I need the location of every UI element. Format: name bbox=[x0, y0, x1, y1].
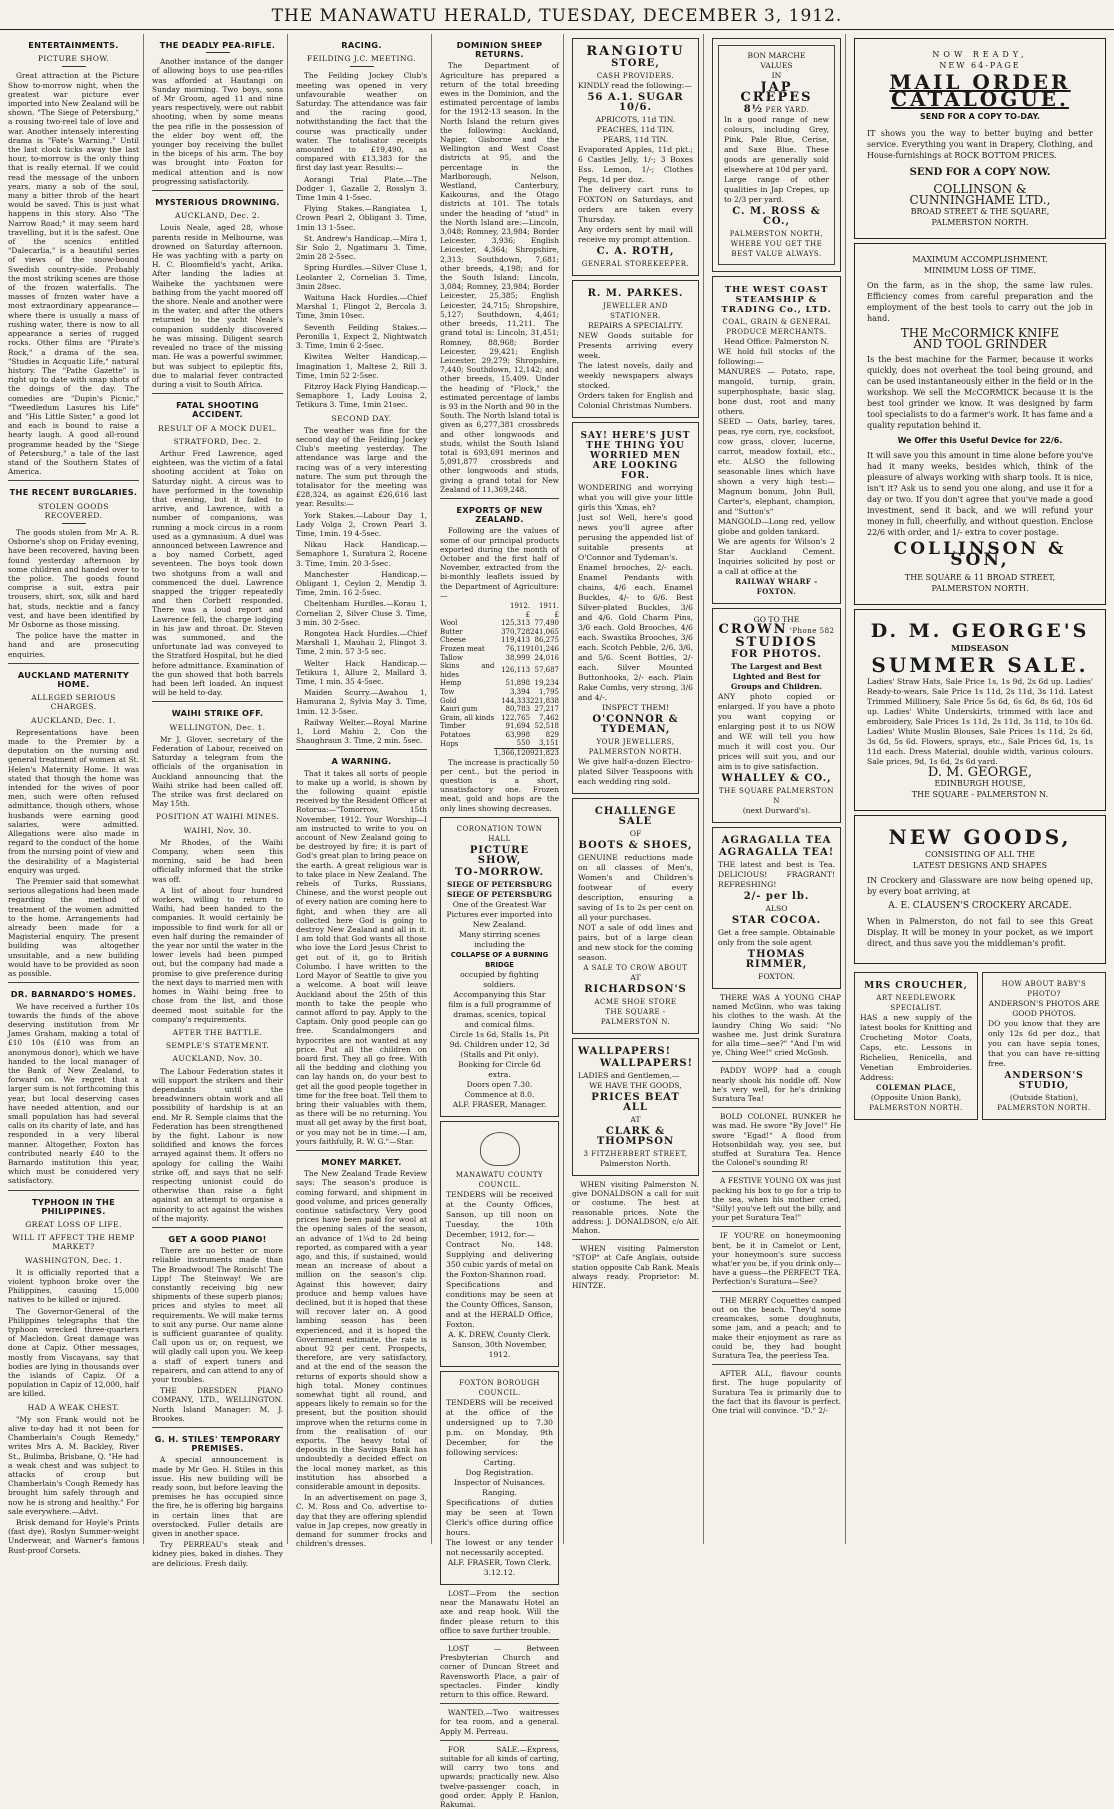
bon-marche-ad: BON MARCHE VALUES IN JAP CREPES 8½ PER YARD. In a good range of new colours, including Grey, Pink, Pale Blue, Cerise, and Saxe Blue. These goods are generally sold elsewhere at 10d per yard. Large range of other qualities in Jap Crepes, up to 2/3 per yard. C. M. ROSS & CO., PALMERSTON NORTH, WHERE YOU GET THE BEST VALUE ALWAYS. bbox=[712, 38, 841, 272]
table-cell: 57,687 bbox=[534, 666, 559, 675]
suratura-ad: A FESTIVE YOUNG OX was just packing his box to go for a trip to the sea, when his mother cried, "Silly! you've left out the billy, and your pet Suratura Tea!" bbox=[712, 1176, 841, 1223]
column-7 bbox=[850, 34, 1110, 1544]
table-cell: Hemp bbox=[440, 679, 462, 688]
subheading: SEMPLE'S STATEMENT. bbox=[165, 1041, 270, 1051]
table-cell: Cheese bbox=[440, 636, 466, 645]
table-cell: 51,898 bbox=[505, 679, 531, 688]
table-cell: 119,413 bbox=[501, 636, 531, 645]
heading-money-market: MONEY MARKET. bbox=[321, 1156, 402, 1167]
heading-racing: RACING. bbox=[341, 40, 382, 50]
subheading: GREAT LOSS OF LIFE. bbox=[25, 1219, 122, 1229]
table-cell: 19,234 bbox=[534, 679, 559, 688]
exports-table bbox=[440, 602, 559, 758]
race-result: Nikau Hack Handicap.—Semaphore 1, Suratura 2, Rocene 3. Time, 1min. 20 3-5sec. bbox=[296, 540, 427, 568]
table-row bbox=[440, 739, 559, 748]
article-text: Another instance of the danger of allowing boys to use pea-rifles was afforded at Hautangi on Sunday morning. Two boys, sons of Mr Groom, aged 11 and nine years respectively, were out rabbit shooting, when by some means the pea rifle in the possession of the elder boy went off, the younger boy receiving the bullet in the biceps of his arm. The boy was brought into Foxton for medical attention and is now progressing satisfactorily. bbox=[152, 57, 283, 186]
bottom-ads-row bbox=[854, 968, 1106, 1124]
article-text: Louis Neale, aged 28, whose parents reside in Melbourne, was drowned on Saturday afternoon. He was yachting with a party on H. C. Bloomfield's yacht, Arika. After landing the ladies at Waiheke the yachtsmen were bathing from the yacht moored off the shore. Neale and another were in the water, and after the others returned to the yacht Neale's companion suddenly discovered he was missing. Diligent search revealed no trace of the missing man. He was a powerful swimmer, but was subject to epileptic fits, due to malarial fever contracted during a visit to South Africa. bbox=[152, 223, 283, 389]
table-cell: 91,694 bbox=[505, 722, 531, 731]
race-result: Maiden Scurry.—Awahou 1, Hamurana 2, Sylvia May 3. Time, 1min. 12 3-5sec. bbox=[296, 688, 427, 716]
heading-shooting-accident: FATAL SHOOTING ACCIDENT. bbox=[176, 400, 259, 420]
article-text: Mr Rhodes, of the Waihi Company, when seen this morning, said he had been officially informed that the strike was off. bbox=[152, 837, 283, 884]
table-cell: 63,998 bbox=[505, 730, 531, 739]
heading-waihi-strike: WAIHI STRIKE OFF. bbox=[171, 708, 264, 719]
column-2 bbox=[148, 34, 288, 1568]
dateline: WAIHI, Nov. 30. bbox=[183, 825, 252, 835]
article-text: The Governor-General of the Philippines telegraphs that the typhoon wrecked three-quarters of Macledon. Great damage was done at Capiz. Other messages, mostly from Viscayans, say that bodies are lying in thousands over the islands of Capiz. Of a population in Capiz of 12,000, half are killed. bbox=[8, 1306, 139, 1399]
dateline: WASHINGTON, Dec. 1. bbox=[24, 1255, 123, 1265]
suratura-ad: THE MERRY Coquettes camped out on the beach. They'd some creamcakes, some doughnuts, some jam, and a peach; and to make their enjoyment as rare as could be, they had bought Suratura Tea, the peerless Tea. bbox=[712, 1295, 841, 1360]
dateline: STRATFORD, Dec. 2. bbox=[173, 436, 262, 446]
county-council-ad: MANAWATU COUNTY COUNCIL. TENDERS will be received at the County Offices, Sanson, up till noon on Tuesday, the 10th December, 1912, for:— Contract No. 148. Supplying and delivering 350 cubic yards of metal on the Foxton-Shannon road. Specifications and conditions may be seen at the County Offices, Sanson, and at the HERALD Office, Foxton. A. K. DREW, County Clerk. Sanson, 30th November, 1912. bbox=[440, 1121, 559, 1367]
table-cell: Kauri gum bbox=[440, 705, 478, 714]
table-row bbox=[440, 662, 559, 679]
race-result: Aorangi Trial Plate.—The Dodger 1, Gazalle 2, Rosslyn 3. Time 1min 4 1-5sec. bbox=[296, 174, 427, 203]
table-cell: 144,333 bbox=[501, 696, 531, 705]
table-row bbox=[440, 645, 559, 654]
table-cell: Skins and hides bbox=[440, 662, 495, 679]
column-6 bbox=[708, 34, 846, 1544]
masthead: THE MANAWATU HERALD, TUESDAY, DECEMBER 3, 1912. bbox=[0, 0, 1114, 30]
race-result: Fitzroy Hack Flying Handicap.—Semaphore 1, Lady Louisa 2, Tetikura 3. Time, 1min 21sec. bbox=[296, 381, 427, 410]
race-result: Welter Hack Handicap.—Tetikura 1, Allure 2, Mallard 3. Time, 1 min. 35 4-5sec. bbox=[296, 658, 427, 686]
race-result: St. Andrew's Handicap.—Mira 1, Sir Solo 2, Ngatimaru 3. Time, 2min 28 2-5sec. bbox=[296, 233, 427, 262]
table-cell: 76,119 bbox=[505, 644, 531, 653]
heading-pea-rifle: THE DEADLY PEA-RIFLE. bbox=[159, 40, 276, 50]
subheading: PICTURE SHOW. bbox=[37, 54, 110, 64]
suratura-ad: AFTER ALL, flavour counts first. The huge popularity of Suratura Tea is primarily due to the fact that its flavour is perfect. One trial will convince. "D." 2/- bbox=[712, 1369, 841, 1415]
heading-drowning: MYSTERIOUS DROWNING. bbox=[155, 197, 280, 208]
table-cell: Hops bbox=[440, 739, 459, 748]
article-text: That it takes all sorts of people to make up a world, is shown by the following quaint epistle received by the Resident Officer at Rotorua:—"Tomorrow, 15th November, 1912. Your Worship—I am instructed to write to you on account of New Zealand going to be destroyed by fire; it is part of God's great plan to bring peace on the earth. A great religious war is to take place in New Zealand. The rebels of Turks, Russians, Chinese, and the worst people out of every nation are coming here to fight, and when they are all collected here God is going to destroy New Zealand and all in it. I am told that God wants all those who love the Lord Jesus Christ to get out of it, go to British Columbo. I have written to the Lord Mayor of Seattle to give you a welcome. A boat will leave Auckland about the 25th of this month to take the people who cannot afford to pay. Apply to the Captain. Only good people can go free. Scandalmongers and hypocrites are not wanted at any price. Put all the children on board first. They all go free. With all the bedding and clothing you can lay hands on, do your best to get all the good people together in time for the free boat. Tell them to bring their valuables with them, as there will be no returning. You must all get away by the first boat, or you may not be in time.—I am, yours faithfully, R. W. G."—Star. bbox=[296, 768, 427, 1146]
subheading: FEILDING J.C. MEETING. bbox=[307, 54, 416, 64]
race-result: Railway Welter.—Royal Marine 1, Lord Mahiu 2, Con the Shaughraun 3. Time, 2 min. 5sec. bbox=[296, 717, 427, 746]
dateline: WELLINGTON, Dec. 1. bbox=[169, 722, 266, 732]
table-row bbox=[440, 688, 559, 697]
race-result: Waituna Hack Hurdles.—Chief Marshal 1, Flingot 2, Bercola 3. Time, 3min 10sec. bbox=[296, 293, 427, 321]
west-coast-steamship-ad: THE WEST COAST STEAMSHIP & TRADING Co., LTD. COAL, GRAIN & GENERAL PRODUCE MERCHANTS. Head Office: Palmerston N. WE hold full stocks of the following:— MANURES — Potato, rape, mangold, turnip, grain, superphosphate, basic slag, bone dust, root and many others. SEED — Oats, barley, tares, peas, rye corn, rye, cocksfoot, cow grass, clover, lucerne, carrot, meadow foxtail, etc., etc. ALSO the following seasonable lines which have shown a very high test:— Magnum bonum, John Bull, Carter's, elephant, champion, and "Sutton's" MANGOLD—Long red, yellow globe and golden tankard. We are agents for Wilson's 2 Star Auckland Cement. Inquiries solicited by post or a call at office at the RAILWAY WHARF - FOXTON. bbox=[712, 276, 841, 604]
table-cell: 126,113 bbox=[501, 666, 531, 675]
rangiotu-store-ad: RANGIOTU STORE, CASH PROVIDERS. KINDLY read the following:— 56 A.1. SUGAR 10/6. APRICOTS, 11d TIN. PEACHES, 11d TIN. PEARS, 11d TIN. Evaporated Apples, 11d pkt.; 6 Castles Jelly, 1/-; 3 Boxes Ess. Lemon, 1/-; Clothes Pegs, 1d per doz. The delivery cart runs to FOXTON on Saturdays, and orders are taken every Thursday. Any orders sent by mail will receive my prompt attention. C. A. ROTH, GENERAL STOREKEEPER. bbox=[572, 38, 699, 276]
table-cell: 77,490 bbox=[534, 619, 559, 628]
table-cell: 38,999 bbox=[505, 653, 531, 662]
classified-ad: WHEN visiting Palmerston "STOP" at Cafe Anglais, outside station opposite Cab Rank. Meals always ready. Proprietor: M. HINTZE. bbox=[572, 1244, 699, 1291]
table-cell: 370,728 bbox=[501, 627, 531, 636]
subheading: SECOND DAY. bbox=[331, 413, 392, 423]
table-cell: 86,275 bbox=[534, 636, 559, 645]
table-row bbox=[440, 731, 559, 740]
table-row bbox=[440, 714, 559, 723]
table-cell: Frozen meat bbox=[440, 644, 485, 653]
table-cell: Tallow bbox=[440, 653, 463, 662]
article-text: The weather was fine for the second day of the Feilding Jockey Club's meeting yesterday. The attendance was large and the racing was of a very interesting nature. The sum put through the totalisator for the meeting was £28,324, as against £26,616 last year. Results:— bbox=[296, 425, 427, 509]
classified-ad: FOR SALE.—Express, suitable for all kinds of carting, will carry two tons and upwards; practically new. Also twelve-passenger coach, in good order. Apply P. Hanlon, Rakumai. bbox=[440, 1744, 559, 1809]
table-cell: 27,217 bbox=[534, 705, 559, 714]
table-total-row: 1,366,120 921,823 bbox=[494, 749, 559, 758]
table-cell: 221,838 bbox=[530, 696, 559, 705]
classified-ad: LOST — Between Presbyterian Church and corner of Duncan Street and Ravensworth Place, a pair of spectacles. Finder kindly return to this office. Reward. bbox=[440, 1643, 559, 1699]
race-result: York Stakes.—Labour Day 1, Lady Volga 2, Crown Pearl 3. Time, 1min. 19 4-5sec. bbox=[296, 510, 427, 538]
race-result: Manchester Handicap.—Obligant 1, Ceylon 2, Mendip 3. Time, 2min. 16 2-5sec. bbox=[296, 569, 427, 598]
dateline: AUCKLAND, Dec. 1. bbox=[31, 715, 116, 725]
table-row bbox=[440, 697, 559, 706]
table-cell: 101,246 bbox=[530, 644, 559, 653]
table-cell: Potatoes bbox=[440, 730, 471, 739]
table-cell: 24,016 bbox=[534, 653, 559, 662]
article-text: Great attraction at the Picture Show to-morrow night, when the greatest war picture ever imported into New Zealand will be shown. "The Siege of Petersburg," a rousing two-reel tale of love and war. Another intensely interesting drama is "Fate's Warning." Until the last clock ticks away the last hour, to-morrow is the only thing that is really eternal. If we could read the message of the unborn years, many a sob of the soul, many a bitter throb of the heart would be saved. This is just what happens in this story. Also "The Narrow Road;" it may seem hard travelling, but it is the safest. One of the scenics entitled "Dalecarlia," is a beautiful series of views of the snow-bound Swedish country-side. Probably the most striking scenes are those of the frozen waterfalls. The masses of frozen water have a most extraordinary appearance—where there is usually a mass of rushing water, there is now to all appearance a series of rugged rocks. Other films are "Pirate's Rock," a drama of the sea. "Studies in Acquatic Life," natural history. The "Pathe Gazette" is right up to date with snap shots of the doings of the day. The comedies are "Dupin's Picnic," "Tweedledum Lasures his Life" and "His Little Sister," a good lot and each is bound to raise a hearty laugh. A good all-round programme headed by the "Siege of Petersburg," a tale of the last stand of the Southern States of America. bbox=[8, 71, 139, 477]
article-text: Following are the values of some of our principal products exported during the month of October and the first half of November, extracted from the bi-monthly leaflets issued by the Department of Agriculture:— bbox=[440, 526, 559, 600]
coronation-hall-ad: CORONATION TOWN HALL PICTURE SHOW, TO-MORROW. SIEGE OF PETERSBURG SIEGE OF PETERSBURG One of the Greatest War Pictures ever imported into New Zealand. Many stirring scenes including the COLLAPSE OF A BURNING BRIDGE occupied by fighting soldiers. Accompanying this Star film is a full programme of dramas, scenics, topical and comical films. Circle 1s 6d, Stalls 1s, Pit 9d. Children under 12, 3d (Stalls and Pit only). Booking for Circle 6d extra. Doors open 7.30. Commence at 8.0. ALF. FRASER, Manager. bbox=[440, 817, 559, 1117]
table-cell: Butter bbox=[440, 627, 463, 636]
mccormick-grinder-ad: MAXIMUM ACCOMPLISHMENT. MINIMUM LOSS OF TIME. On the farm, as in the shop, the same law rules. Efficiency comes from careful preparation and the employment of the best tools to carry out the job in hand. THE McCORMICK KNIFE AND TOOL GRINDER Is the best machine for the Farmer, because it works quickly, does not overheat the tool being ground, and can be used instantaneously either in the field or in the workshop. We sell the McCORMICK because it is the best tool grinder we know. It was designed by farm tool specialists to do a farmer's work. It has fame and a quality reputation behind it. We Offer this Useful Device for 22/6. It will save you this amount in time alone before you've had it many weeks, besides which, think of the pleasure of always working with sharp tools. It is nice, isn't it? Ask us to send you one along, and use it for a day or two. If you don't agree that you've made a good investment, send it back, and we will refund your money in full, cheerfully, and without question. Enclose 22/6 with order, and 1/- extra to cover postage. COLLINSON & SON, THE SQUARE & 11 BROAD STREET, PALMERSTON NORTH. bbox=[854, 243, 1106, 605]
subheading: HAD A WEAK CHEST. bbox=[27, 1402, 120, 1412]
classified-ad: LOST—From the section near the Manawatu Hotel an axe and reap hook. Will the finder please return to this office to save further trouble. bbox=[440, 1588, 559, 1635]
classified-ad: WANTED.—Two waitresses for tea room, and a general. Apply M. Perreau. bbox=[440, 1708, 559, 1736]
table-row bbox=[440, 654, 559, 663]
anderson-studio-ad: HOW ABOUT BABY'S PHOTO? ANDERSON'S PHOTOS ARE GOOD PHOTOS. DO you know that they are only 12s 6d per doz., that you can have sepia tones, that you can have re-sitting free. ANDERSON'S STUDIO, (Outside Station), PALMERSTON NORTH. bbox=[982, 972, 1106, 1120]
suratura-ad: IF YOU'RE on honeymooning bent, be it in Camelot or Lent, your honeymoon's sure success what'er you be, if you drink only—have a guess—the PERFECT TEA. Perfection's Suratura—See? bbox=[712, 1231, 841, 1287]
article-text: A special announcement is made by Mr Geo. H. Stiles in this issue. His new building will be ready soon, but before leaving the premises he has occupied since the fire, he is offering big bargains in certain lines that are overstocked. Fuller details are given in another space. bbox=[152, 1455, 283, 1539]
article-text: Representations have been made to the Premier by a deputation on the nursing and general treatment of women at St. Helen's Maternity Home. It was stated that though the home was intended for the wives of poor men, such were often refused admittance, though others, whose husbands were earning good salaries, were admitted. Allegations were also made in regard to the conduct of the home from the nursing point of view and the desirability of a Magisterial enquiry was urged. bbox=[8, 727, 139, 875]
croucher-needlework-ad: MRS CROUCHER, ART NEEDLEWORK SPECIALIST. HAS a new supply of the latest books for Knitting and Crocheting Motor Coats, Caps, etc. Lessons in Richelieu, Renicella, and Venetian Embroideries. Address: COLEMAN PLACE, (Opposite Union Bank), PALMERSTON NORTH. bbox=[854, 972, 978, 1120]
article-text: Arthur Fred Lawrence, aged eighteen, was the victim of a fatal shooting accident at Toko on Saturday night. A circus was to have performed in the township that evening, but it failed to arrive, and Lawrence, with a number of companions, was running a mock circus in a room used as a gymnasium. A duel was announced between Lawrence and a boy named Corbett, aged seventeen. The boys took down two shotguns from a wall and commenced the duel. Lawrence snapped the trigger repeatedly and then Corbett responded. There was a loud report and Lawrence fell, the charge lodging in his jaw and throat. Dr. Steven was summoned, and the unfortunate lad was conveyed to the Stratford Hospital, but he died before admittance. Examination of the gun showed that both barrels had been left loaded. An inquest will be held to-day. bbox=[152, 448, 283, 698]
suratura-ad: PADDY WOPP had a cough nearly shook his noddle off. Now he's very well, for he's drinking Suratura Tea! bbox=[712, 1066, 841, 1104]
dateline: AUCKLAND, Dec. 2. bbox=[175, 211, 260, 221]
article-text: The increase is practically 50 per cent., but the period in question is a short, unsatisfactory one. Frozen meat, gold and hops are the only lines showing decreases. bbox=[440, 757, 559, 813]
article-text: The Feilding Jockey Club's meeting was opened in very unfavourable weather on Saturday. The attendance was fair and the racing good, notwithstanding the fact that the course was practically under water. The totalisator receipts amounted to £19,490, as compared with £13,383 for the first day last year. Results:— bbox=[296, 71, 427, 173]
heading-sheep-returns: DOMINION SHEEP RETURNS. bbox=[456, 40, 543, 60]
column-4 bbox=[436, 34, 564, 1809]
heading-burglaries: THE RECENT BURGLARIES. bbox=[9, 487, 138, 498]
table-row bbox=[440, 636, 559, 645]
suratura-ad: THERE WAS A YOUNG CHAP named McGinn, who was taking his clothes to the wash. At the laundry Ching Wo said: "No washee me. Just drink Suratura for alla time—see?" "And I'm wid ye, Ching Wee!" cried McGosh. bbox=[712, 993, 841, 1058]
mail-order-catalogue-ad: NOW READY, NEW 64-PAGE MAIL ORDER CATALOGUE. SEND FOR A COPY TO-DAY. IT shows you the way to better buying and better service. Everything you want in Drapery, Clothing, and House-furnishings at ROCK BOTTOM PRICES. SEND FOR A COPY NOW. COLLINSON & CUNNINGHAME LTD., BROAD STREET & THE SQUARE, PALMERSTON NORTH. bbox=[854, 38, 1106, 239]
table-unit-row: £ £ bbox=[525, 610, 559, 619]
table-cell: 52,518 bbox=[534, 722, 559, 731]
article-text: In an advertisement on page 3, C. M. Ross and Co. advertise to-day that they are offering splendid value in Jap crepes, now greatly in demand for summer frocks and children's dresses. bbox=[296, 1493, 427, 1549]
table-row bbox=[440, 705, 559, 714]
subheading: POSITION AT WAIHI MINES. bbox=[155, 812, 280, 822]
agragalla-tea-ad: AGRAGALLA TEA AGRAGALLA TEA! THE latest and best is Tea. DELICIOUS! FRAGRANT! REFRESHING! 2/- per lb. ALSO STAR COCOA. Get a free sample. Obtainable only from the sole agent THOMAS RIMMER, FOXTON. bbox=[712, 827, 841, 989]
article-text: The Premier said that somewhat serious allegations had been made regarding the method of treatment of the women admitted to the home. Arrangements had already been made for a Magisterial enquiry. The present building was altogether unsuitable, and a new building would have to be provided as soon as possible. bbox=[8, 877, 139, 979]
table-row bbox=[440, 722, 559, 731]
subheading: ALLEGED SERIOUS CHARGES. bbox=[31, 693, 116, 712]
table-cell: Wool bbox=[440, 619, 458, 628]
table-cell: 829 bbox=[545, 730, 559, 739]
article-text: Mr J. Glover, secretary of the Federation of Labour, received on Saturday a telegram from the officials of the organisation in Auckland announcing that the Waihi strike had been called off. The strike was first declared on May 15th. bbox=[152, 734, 283, 809]
borough-council-ad: FOXTON BOROUGH COUNCIL. TENDERS will be received at the office of the undersigned up to 7.30 p.m. on Monday, 9th December, for the following services: Carting. Dog Registration. Inspector of Nuisances. Ranging. Specifications of duties may be seen at Town Clerk's office during office hours. The lowest or any tender not necessarily accepted. ALF. FRASER, Town Clerk. 3.12.12. bbox=[440, 1371, 559, 1585]
classified-ad: WHEN visiting Palmerston N. give DONALDSON a call for suit or costume. The best at reasonable prices. Note the address: J. DONALDSON, c/o Alf. Mahon. bbox=[572, 1180, 699, 1236]
heading-maternity-home: AUCKLAND MATERNITY HOME. bbox=[17, 669, 130, 689]
coat-of-arms-icon bbox=[480, 1132, 520, 1166]
oconnor-tydeman-ad: SAY! HERE'S JUST THE THING YOU WORRIED MEN ARE LOOKING FOR. WONDERING and worrying what you will give your little girls this 'Xmas, eh? Just so! Well, here's good news you'll agree after perusing the appended list of suitable presents at O'Connor and Tydeman's. Enamel brooches, 2/- each. Enamel Pendants with chains, 4/6 each. Enamel Buckles, 4/- to 6/6. Best Silver-plated Buckles, 3/6 and 4/6. Gold Charm Pins, 3/6 each. Gold Brooches, 4/6 each. Swastika Brooches, 3/6 each. Scotch Pebble, 2/6, 3/6, and 5/6. Scent Bottles, 2/- each. Silver Mounted Buttonhooks, 2/- each. Plain Rake Combs, very strong, 3/6 and 4/-. INSPECT THEM! O'CONNOR & TYDEMAN, YOUR JEWELLERS, PALMERSTON NORTH. We give half-a-dozen Electro-plated Silver Teaspoons with each wedding ring sold. bbox=[572, 422, 699, 794]
table-cell: 125,313 bbox=[501, 619, 531, 628]
subheading: STOLEN GOODS RECOVERED. bbox=[38, 501, 109, 520]
article-text: The police have the matter in hand and are prosecuting enquiries. bbox=[8, 631, 139, 659]
article-text: A list of about four hundred workers, willing to return to Waihi, had been handed to the companies. It would certainly be impossible to find work for all or even half during the remainder of the year nor until the water in the lower levels had been pumped out, but the company had made a promise to give preference during the next days to married men with homes in Waihi being free to chose from the list, and those deemed most suitable for the company's requirements. bbox=[152, 885, 283, 1024]
article-text: The Labour Federation states it will support the strikers and their dependants until the breadwinners obtain work and all possibility of hardship is at an end. Mr R. Semple claims that the Federation has been strengthened by the fight. Labour is now solidified and knows the forces arrayed against them. It offers no apology for calling the Waihi strike off, and says that no self-respecting unionist could do otherwise than raise a fight against an attempt to organise a minority to act against the wishes of the majority. bbox=[152, 1066, 283, 1223]
subheading: RESULT OF A MOCK DUEL. bbox=[158, 423, 277, 433]
table-cell: 3,394 bbox=[510, 687, 531, 696]
heading-exports: EXPORTS OF NEW ZEALAND. bbox=[456, 504, 543, 525]
wallpapers-ad: WALLPAPERS! WALLPAPERS! LADIES and Gentlemen,— WE HAVE THE GOODS, PRICES BEAT ALL AT CLARK & THOMPSON 3 FITZHERBERT STREET, Palmerston North. bbox=[572, 1038, 699, 1176]
table-row bbox=[440, 679, 559, 688]
table-row bbox=[440, 628, 559, 637]
race-result: Flying Stakes.—Rangiatea 1, Crown Pearl 2, Obligant 3. Time, 1min 13 1-5sec. bbox=[296, 204, 427, 232]
dateline: AUCKLAND, Nov. 30. bbox=[172, 1054, 263, 1064]
richardsons-sale-ad: CHALLENGE SALE OF BOOTS & SHOES, GENUINE reductions made on all classes of Men's, Women's and Children's footwear of every description, ensuring a saving of 1s to 2s per cent on all your purchases. NOT a sale of odd lines and pairs, but of a large clean and new stock for the coming season. A SALE TO CROW ABOUT AT RICHARDSON'S ACME SHOE STORE THE SQUARE - PALMERSTON N. bbox=[572, 798, 699, 1034]
table-cell: 550 bbox=[516, 739, 531, 748]
article-text: It is officially reported that a violent typhoon broke over the Philippines, causing 15,000 natives to be killed or injured. bbox=[8, 1267, 139, 1305]
table-cell: 80,783 bbox=[505, 705, 531, 714]
article-text: The Department of Agriculture has prepared a return of the total breeding ewes in the Dominion, and the estimated percentage of lambs for the 1912-13 season. In the North Island the return gives the following: Auckland, Napier, Gisborne and the Wellington and West Coast districts at 95, and the percentage in the Marlborough, Nelson, Westland, Canterbury, Kaikouras, and the Otago districts at 101. The totals under the heading of "stud" in the North Island are:—Lincoln, 3,048; Romney, 23,984; Border Leicester, 3,936; English Leicester, 4,364; Shropshire, 2,313; Southdown, 7,681; other breeds, 4,198; and for the South Island: Lincoln, 3,084; Romney, 23,984; Border Leicester, 25,385; English Leicester, 24,715; Shropshire, 5,127; Southdown, 4,461; other breeds, 11,211. The grand total is: Lincoln, 31,451; Romney, 88,968; Border Leicester, 29,421; English Leicester, 29,279; Shropshire, 7,440; Southdown, 12,142; and other breeds, 15,409. Under the heading of "Flock," the estimated percentage of lambs is 93 in the North and 90 in the South. The North Island total is given as 6,277,381 crossbreds and other longwoods and studs, whilst the South Island total is 693,691 merinos and 5,091,877 crossbreds and other longwoods and studs, giving a grand total for New Zealand of 11,369,248. bbox=[440, 61, 559, 494]
race-result: Rongotea Hack Hurdles.—Chief Marshall 1, Mauhau 2, Flingot 3. Time, 2 min. 57 3-5 sec. bbox=[296, 628, 427, 657]
race-result: Seventh Feilding Stakes.—Peronilla 1, Expect 2, Nightwatch 3. Time, 1min 6 2-5sec. bbox=[296, 322, 427, 351]
race-result: Kiwitea Welter Handicap.—Imagination 1, Maltese 2, Rill 3. Time, 1min 52 2-5sec. bbox=[296, 352, 427, 380]
table-cell: 241,065 bbox=[530, 627, 559, 636]
d-m-george-sale-ad: D. M. GEORGE'S MIDSEASON SUMMER SALE. Ladies' Straw Hats, Sale Price 1s, 1s 9d, 2s 6d up. Ladies' Ready-to-wears, Sale Price 1s 11d, 2s 11d, 3s 11d. Latest Trimmed Millinery, Sale Price 5s 6d, 6s 6d, 8s 6d, 10s 6d up. Ladies' White Underskirts, trimmed with lace and embroidery, Sale Prices 1s 11d, 2s 11d, 3s 11d, to 10s 6d. Ladies' White Muslin Blouses, Sale Prices 1s 11d, 2s 6d, 3s 6d, 5s 6d. Flowers, sprays, etc., Sale Prices 6d, 1s, 1s 11d each. Dress Material, double width, various colours. Sale prices, 9d, 1s 6d, 2s 6d yard. D. M. GEORGE, EDINBURGH HOUSE, THE SQUARE - PALMERSTON N. bbox=[854, 609, 1106, 811]
article-text: "My son Frank would not be alive to-day had it not been for Chamberlain's Cough Remedy," writes Mrs A. M. Backley, River St., Bulimba, Brisbane, Q. "He had a weak chest and was subject to attacks of croup but Chamberlain's Cough Remedy has brought him safely through and now he is strong and healthy." For sale everywhere.—Advt. bbox=[8, 1414, 139, 1516]
suratura-ad: BOLD COLONEL BUNKER he was mad. He swore "By Jove!" He swore "Egad!" A flood from Hotsonbildah way, you see, but stuffed at Suratura Tea. Hence the Colonel's sounding R! bbox=[712, 1112, 841, 1168]
race-result: Cheltenham Hurdles.—Korau 1, Cornelian 2, Silver Cluse 3. Time, 3 min. 30 2-5sec. bbox=[296, 599, 427, 627]
table-cell: 7,462 bbox=[538, 713, 559, 722]
heading-warning: A WARNING. bbox=[331, 756, 392, 767]
column-5 bbox=[568, 34, 704, 1544]
article-text: Brisk demand for Hoyle's Prints (fast dye), Roslyn Summer-weight Underwear, and Warner's famous Rust-proof Corsets. bbox=[8, 1518, 139, 1555]
crown-studios-ad: GO TO THE CROWN 'Phone 582 STUDIOS FOR PHOTOS. The Largest and Best Lighted and Best for Groups and Children. ANY photo copied or enlarged. If you have a photo you want copying or enlarging post it to us NOW and WE will tell you how much it will cost you. Our prices will suit you, and our aim is to give satisfaction. WHALLEY & CO., THE SQUARE PALMERSTON N (next Durward's). bbox=[712, 608, 841, 823]
heading-entertainments: ENTERTAINMENTS. bbox=[28, 40, 119, 50]
parkes-jeweller-ad: R. M. PARKES. JEWELLER AND STATIONER. REPAIRS A SPECIALITY. NEW Goods suitable for Presents arriving every week. The latest novels, daily and weekly newspapers always stocked. Orders taken for English and Colonial Christmas Numbers. bbox=[572, 280, 699, 418]
table-cell: 3,151 bbox=[538, 739, 559, 748]
race-result: Spring Hurdles.—Silver Cluse 1, Leolanter 2, Cornelian 3. Time, 3min 28sec. bbox=[296, 263, 427, 291]
column-1 bbox=[4, 34, 144, 1555]
article-text: The New Zealand Trade Review says: The season's produce is coming forward, and shipment in good volume, and prices generally continue satisfactory. Very good prices have been paid for wool at the opening sales of the season, an advance of 1¼d to 2d being reported, as compared with a year ago, and this, if sustained, would mean an increase of about a million on the season's clip. Against this however, dairy produce and hemp values have declined, but it is hoped that these will recover later on. A good lambing season has been experienced, and it is hoped the Government estimate, the rate is about 92 per cent. Prospects, therefore, are very satisfactory, and at the end of the season the returns of exports should show a high total. Money continues somewhat tight all round, and appears likely to remain so for the present, but the position should improve when the returns come in from the realisation of our exports. The heavy total of deposits in the Savings Bank has undoubtedly a decided effect on the local money market, as this institution has absorbed a considerable amount in deposits. bbox=[296, 1169, 427, 1492]
article-text: There are no better or more reliable instruments made than The Broadwood! The Ronisch! The Lipp! The Steinway! We are constantly receiving big new shipments of these superb pianos; prices and styles to meet all requirements. We will make terms to suit any purse. Our name alone is sufficient guarantee of quality. Call upon us or, on request, we will gladly call upon you. We keep a staff of expert tuners and repairers, and can attend to any of your troubles. bbox=[152, 1246, 283, 1385]
column-3 bbox=[292, 34, 432, 1549]
heading-piano: GET A GOOD PIANO! bbox=[168, 1233, 267, 1244]
new-goods-crockery-ad: NEW GOODS, CONSISTING OF ALL THE LATEST DESIGNS AND SHAPES IN Crockery and Glassware are now being opened up, by every boat arriving, at A. E. CLAUSEN'S CROCKERY ARCADE. When in Palmerston, do not fail to see this Great Display. It will be money in your pocket, as we import direct, and thus save you the middleman's profit. bbox=[854, 815, 1106, 964]
table-header: 1912. 1911. bbox=[510, 601, 559, 610]
heading-stiles: G. H. STILES' TEMPORARY PREMISES. bbox=[154, 1434, 281, 1454]
table-cell: Grain, all kinds bbox=[440, 713, 495, 722]
subheading: WILL IT AFFECT THE HEMP MARKET? bbox=[12, 1233, 135, 1252]
table-cell: Gold bbox=[440, 696, 457, 705]
table-cell: Timber bbox=[440, 722, 466, 731]
article-text: Try PERREAU's steak and kidney pies, baked in dishes. They are delicious. Fresh daily. bbox=[152, 1540, 283, 1568]
heading-barnardo: DR. BARNARDO'S HOMES. bbox=[10, 989, 137, 1000]
heading-typhoon: TYPHOON IN THE PHILIPPINES. bbox=[32, 1196, 115, 1216]
table-cell: 1,795 bbox=[538, 687, 559, 696]
table-cell: Tow bbox=[440, 687, 455, 696]
table-cell: 122,765 bbox=[501, 713, 531, 722]
article-text: The goods stolen from Mr A. R. Osborne's shop on Friday evening, have been recovered, having been found yesterday afternoon by some children and handed over to the police. The goods found comprise a suit, extra pair trousers, shirt, sox, silk and hard hat, studs, necktie and a fancy vest, and have been identified by Mr Osborne as those missing. bbox=[8, 527, 139, 629]
table-row bbox=[440, 619, 559, 628]
subheading: AFTER THE BATTLE. bbox=[172, 1027, 263, 1037]
article-text: THE DRESDEN PIANO COMPANY, LTD., WELLINGTON. North Island Manager: M. J. Brookes. bbox=[152, 1386, 283, 1423]
article-text: We have received a further 10s towards the funds of the above deserving institution from Mr James Graham, making a total of £10 10s (£10 was from an anonymous donor), which we have handed to the local manager of the Bank of New Zealand, to forward on. We regret that a larger sum is not forthcoming this year, but local deserving cases have needed attention, and our small population has had several calls on its charity of late, and has responded in a very liberal manner. Altogether, Foxton has contributed nearly £40 to the Barnardo institution this year, which must be considered very satisfactory. bbox=[8, 1001, 139, 1186]
